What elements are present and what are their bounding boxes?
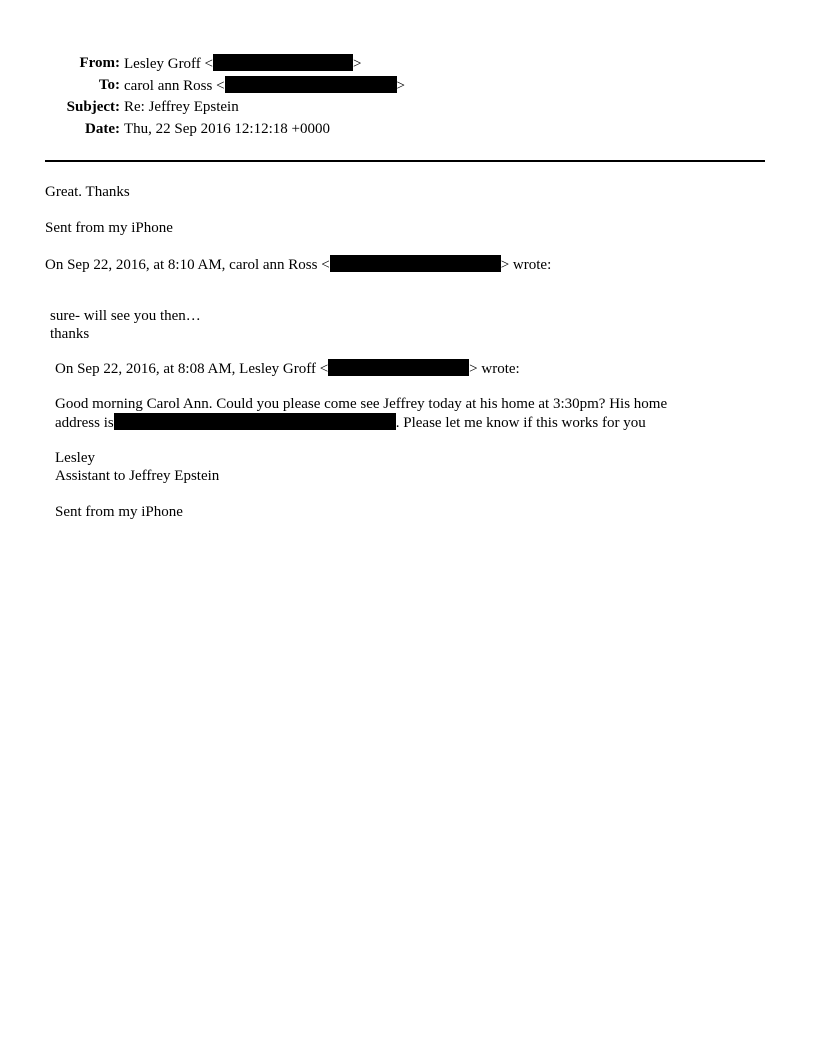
redaction-bar xyxy=(330,255,501,272)
from-name: Lesley Groff < xyxy=(124,56,213,72)
date-value: Thu, 22 Sep 2016 12:12:18 +0000 xyxy=(124,121,330,137)
quote2-attribution-pre: On Sep 22, 2016, at 8:08 AM, Lesley Groff < xyxy=(55,361,329,377)
from-label: From: xyxy=(79,55,120,71)
redaction-bar xyxy=(328,359,469,376)
reply-line: Great. Thanks xyxy=(45,184,130,200)
quote2-attribution xyxy=(55,359,520,378)
to-label: To: xyxy=(98,77,120,93)
quote2-signature: Sent from my iPhone xyxy=(55,504,183,520)
quote1-attribution-post: > wrote: xyxy=(500,257,552,273)
subject-label: Subject: xyxy=(66,99,120,115)
quote2-paragraph-line2 xyxy=(55,413,646,432)
to-value xyxy=(124,76,405,95)
quote2-attribution-post: > wrote: xyxy=(469,361,520,377)
signature-line: Sent from my iPhone xyxy=(45,220,173,236)
quote1-attribution xyxy=(45,255,551,274)
header-divider xyxy=(45,160,765,162)
quote2-sig-title: Assistant to Jeffrey Epstein xyxy=(55,468,220,484)
quote2-paragraph-line2-post: . Please let me know if this works for you xyxy=(395,415,646,431)
to-name: carol ann Ross < xyxy=(124,78,225,94)
subject-value: Re: Jeffrey Epstein xyxy=(124,99,239,115)
date-label: Date: xyxy=(85,121,120,137)
from-value xyxy=(124,54,361,73)
redaction-bar xyxy=(213,54,353,71)
quote2-sig-name: Lesley xyxy=(55,450,95,466)
quote2-paragraph-line1: Good morning Carol Ann. Could you please come see Jeffrey today at his home at 3:30pm? His home xyxy=(55,396,668,412)
redaction-bar xyxy=(114,413,396,430)
redaction-bar xyxy=(225,76,397,93)
quote1-attribution-pre: On Sep 22, 2016, at 8:10 AM, carol ann Ross < xyxy=(45,257,330,273)
quote1-line1: sure- will see you then… xyxy=(50,308,201,324)
quote1-line2: thanks xyxy=(50,326,90,342)
to-close: > xyxy=(396,78,405,94)
from-close: > xyxy=(353,56,362,72)
quote2-paragraph-line2-pre: address is xyxy=(55,415,114,431)
